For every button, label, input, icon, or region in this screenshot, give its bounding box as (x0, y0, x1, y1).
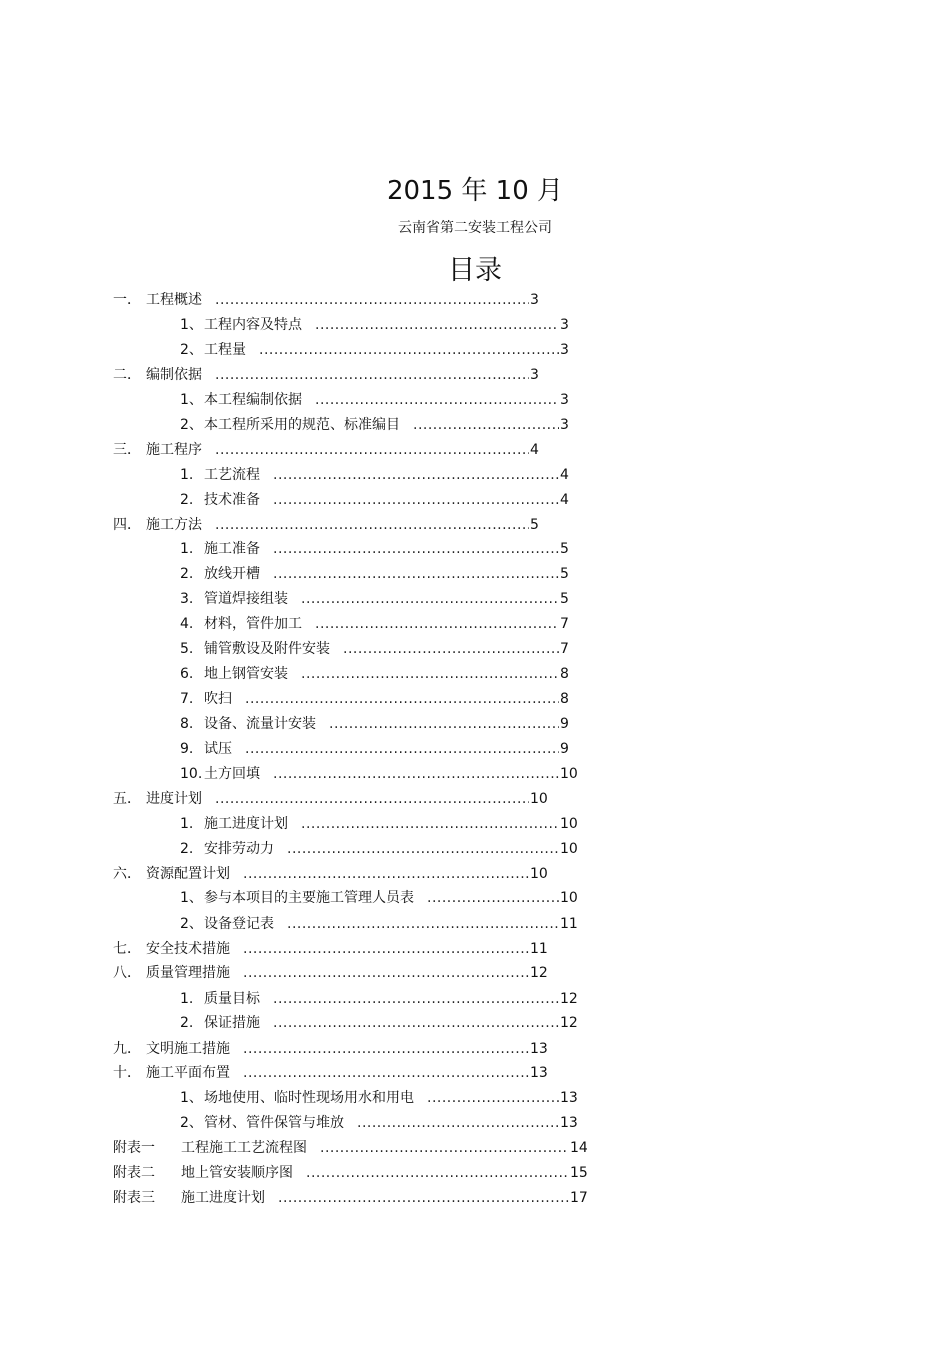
toc-entry[interactable] (0, 788, 950, 810)
toc-entry-label: 施工方法 (146, 517, 202, 533)
toc-entry[interactable] (0, 887, 950, 909)
toc-entry-leader (315, 613, 559, 635)
toc-entry-number: 2、 (180, 1115, 203, 1131)
toc-entry-leader (245, 738, 559, 760)
toc-entry-page: 3 (560, 417, 569, 433)
toc-entry-page: 10 (560, 890, 578, 906)
toc-entry-leader (273, 563, 559, 585)
toc-entry-page: 3 (560, 317, 569, 333)
toc-entry[interactable] (0, 563, 950, 585)
toc-entry-number: 1、 (180, 317, 203, 333)
toc-entry[interactable] (0, 538, 950, 560)
toc-entry-number: 七． (113, 941, 141, 957)
toc-entry-label: 材料，管件加工 (204, 616, 302, 632)
toc-entry-number: 3. (180, 591, 194, 607)
toc-entry-leader (273, 489, 559, 511)
toc-entry-page: 10 (560, 766, 578, 782)
toc-entry[interactable] (0, 838, 950, 860)
toc-entry-leader (301, 813, 559, 835)
toc-entry-label: 土方回填 (204, 766, 260, 782)
toc-entry-page: 12 (530, 965, 548, 981)
toc-entry-label: 设备、流量计安装 (204, 716, 316, 732)
toc-entry-page: 9 (560, 716, 569, 732)
toc-entry-leader (427, 887, 559, 909)
toc-entry-page: 3 (560, 392, 569, 408)
toc-entry-number: 1. (180, 467, 194, 483)
toc-entry-page: 5 (560, 566, 569, 582)
toc-entry-number: 1. (180, 541, 194, 557)
toc-entry-number: 2、 (180, 916, 203, 932)
toc-entry[interactable] (0, 962, 950, 984)
toc-title: 目录 (448, 255, 502, 286)
toc-entry-page: 9 (560, 741, 569, 757)
toc-entry[interactable] (0, 514, 950, 536)
toc-entry-page: 13 (530, 1065, 548, 1081)
toc-entry-number: 1、 (180, 890, 203, 906)
toc-entry-leader (273, 988, 559, 1010)
toc-entry-leader (320, 1137, 569, 1159)
toc-entry-label: 施工程序 (146, 442, 202, 458)
toc-entry-label: 质量目标 (204, 991, 260, 1007)
toc-entry[interactable] (0, 663, 950, 685)
toc-entry-label: 地上钢管安装 (204, 666, 288, 682)
toc-entry-leader (273, 1012, 559, 1034)
toc-entry-number: 9. (180, 741, 194, 757)
toc-entry-leader (306, 1162, 569, 1184)
toc-entry-page: 5 (530, 517, 539, 533)
toc-entry-leader (259, 339, 559, 361)
toc-entry-page: 12 (560, 991, 578, 1007)
toc-entry[interactable] (0, 289, 950, 311)
toc-entry-leader (215, 364, 529, 386)
toc-entry[interactable] (0, 588, 950, 610)
toc-entry-label: 安全技术措施 (146, 941, 230, 957)
toc-entry-label: 工程内容及特点 (204, 317, 302, 333)
toc-entry-number: 4. (180, 616, 194, 632)
toc-entry[interactable] (0, 339, 950, 361)
toc-entry[interactable] (0, 1112, 950, 1134)
toc-entry-page: 8 (560, 691, 569, 707)
toc-entry-page: 8 (560, 666, 569, 682)
toc-entry-number: 5. (180, 641, 194, 657)
toc-entry[interactable] (0, 489, 950, 511)
toc-entry-number: 三． (113, 442, 141, 458)
toc-entry-label: 工程量 (204, 342, 246, 358)
toc-entry-page: 11 (530, 941, 548, 957)
toc-entry[interactable] (0, 364, 950, 386)
toc-entry-number: 1. (180, 991, 194, 1007)
toc-entry-page: 15 (570, 1165, 588, 1181)
toc-entry-label: 保证措施 (204, 1015, 260, 1031)
toc-entry-leader (215, 289, 529, 311)
toc-entry-label: 管道焊接组装 (204, 591, 288, 607)
toc-entry-leader (215, 514, 529, 536)
toc-entry-page: 10 (560, 841, 578, 857)
toc-entry[interactable] (0, 389, 950, 411)
toc-entry[interactable] (0, 1137, 950, 1159)
toc-entry[interactable] (0, 439, 950, 461)
toc-entry-label: 施工准备 (204, 541, 260, 557)
toc-entry-leader (273, 464, 559, 486)
toc-entry-page: 17 (570, 1190, 588, 1206)
toc-entry-number: 6. (180, 666, 194, 682)
toc-entry[interactable] (0, 1062, 950, 1084)
toc-entry-label: 质量管理措施 (146, 965, 230, 981)
toc-entry-page: 7 (560, 616, 569, 632)
toc-entry[interactable] (0, 1012, 950, 1034)
toc-entry[interactable] (0, 763, 950, 785)
toc-entry-label: 工程施工工艺流程图 (181, 1140, 307, 1156)
toc-entry[interactable] (0, 1187, 950, 1209)
toc-entry-number: 四． (113, 517, 141, 533)
toc-entry-leader (243, 938, 529, 960)
toc-entry[interactable] (0, 414, 950, 436)
toc-entry-leader (357, 1112, 559, 1134)
toc-entry-leader (329, 713, 559, 735)
toc-entry-page: 10 (560, 816, 578, 832)
toc-entry-page: 3 (560, 342, 569, 358)
toc-entry-number: 附表一 (113, 1140, 155, 1156)
toc-entry-leader (427, 1087, 559, 1109)
toc-entry[interactable] (0, 314, 950, 336)
toc-entry-leader (315, 314, 559, 336)
toc-entry-leader (278, 1187, 569, 1209)
toc-entry[interactable] (0, 1162, 950, 1184)
toc-entry-number: 六． (113, 866, 141, 882)
toc-entry-page: 10 (530, 866, 548, 882)
toc-entry[interactable] (0, 1087, 950, 1109)
toc-entry-page: 4 (560, 492, 569, 508)
toc-entry-leader (287, 838, 559, 860)
toc-entry[interactable] (0, 638, 950, 660)
toc-entry-label: 试压 (204, 741, 232, 757)
toc-entry-page: 5 (560, 591, 569, 607)
toc-entry[interactable] (0, 713, 950, 735)
toc-entry-label: 吹扫 (204, 691, 232, 707)
toc-entry-page: 11 (560, 916, 578, 932)
toc-entry-leader (301, 663, 559, 685)
toc-entry-label: 本工程所采用的规范、标准编目 (204, 417, 400, 433)
toc-entry[interactable] (0, 738, 950, 760)
toc-entry-page: 4 (560, 467, 569, 483)
toc-entry-label: 编制依据 (146, 367, 202, 383)
toc-entry-leader (343, 638, 559, 660)
toc-entry[interactable] (0, 813, 950, 835)
toc-entry-label: 施工进度计划 (181, 1190, 265, 1206)
toc-entry-leader (301, 588, 559, 610)
toc-entry-number: 附表二 (113, 1165, 155, 1181)
toc-entry-number: 2、 (180, 417, 203, 433)
toc-entry-number: 2. (180, 492, 194, 508)
toc-entry-label: 施工进度计划 (204, 816, 288, 832)
toc-entry-page: 13 (560, 1090, 578, 1106)
toc-entry[interactable] (0, 464, 950, 486)
toc-entry[interactable] (0, 938, 950, 960)
toc-entry-label: 工艺流程 (204, 467, 260, 483)
toc-entry[interactable] (0, 913, 950, 935)
toc-entry[interactable] (0, 988, 950, 1010)
toc-entry-page: 12 (560, 1015, 578, 1031)
toc-entry-page: 7 (560, 641, 569, 657)
toc-entry-number: 1. (180, 816, 194, 832)
toc-entry[interactable] (0, 688, 950, 710)
toc-entry-label: 文明施工措施 (146, 1041, 230, 1057)
toc-entry-number: 10. (180, 766, 203, 782)
toc-entry-number: 八． (113, 965, 141, 981)
toc-entry-page: 3 (530, 292, 539, 308)
toc-entry-page: 10 (530, 791, 548, 807)
toc-entry-number: 1、 (180, 392, 203, 408)
toc-entry-page: 4 (530, 442, 539, 458)
toc-entry-leader (215, 439, 529, 461)
toc-entry[interactable] (0, 1038, 950, 1060)
toc-entry-label: 地上管安装顺序图 (181, 1165, 293, 1181)
toc-entry-number: 五． (113, 791, 141, 807)
company-name: 云南省第二安装工程公司 (398, 220, 552, 236)
toc-entry-number: 附表三 (113, 1190, 155, 1206)
toc-entry-label: 铺管敷设及附件安装 (204, 641, 330, 657)
toc-entry-number: 7. (180, 691, 194, 707)
toc-entry-leader (273, 763, 559, 785)
toc-entry-label: 资源配置计划 (146, 866, 230, 882)
toc-entry-leader (245, 688, 559, 710)
toc-entry-label: 参与本项目的主要施工管理人员表 (204, 890, 414, 906)
toc-entry-leader (315, 389, 559, 411)
toc-entry-page: 14 (570, 1140, 588, 1156)
toc-entry-label: 设备登记表 (204, 916, 274, 932)
toc-entry-leader (273, 538, 559, 560)
document-date: 2015 年 10 月 (386, 176, 564, 206)
toc-entry-number: 一． (113, 292, 141, 308)
toc-entry-number: 2、 (180, 342, 203, 358)
toc-entry-label: 技术准备 (204, 492, 260, 508)
toc-entry-number: 2. (180, 1015, 194, 1031)
toc-entry-page: 5 (560, 541, 569, 557)
toc-entry-label: 进度计划 (146, 791, 202, 807)
toc-entry-number: 九． (113, 1041, 141, 1057)
toc-entry-label: 施工平面布置 (146, 1065, 230, 1081)
toc-entry-leader (287, 913, 559, 935)
toc-entry-page: 13 (530, 1041, 548, 1057)
toc-entry-leader (243, 1062, 529, 1084)
toc-entry-number: 8. (180, 716, 194, 732)
toc-entry-page: 13 (560, 1115, 578, 1131)
toc-entry-page: 3 (530, 367, 539, 383)
toc-entry-leader (243, 1038, 529, 1060)
toc-entry-label: 工程概述 (146, 292, 202, 308)
toc-entry-label: 安排劳动力 (204, 841, 274, 857)
toc-entry-number: 十． (113, 1065, 141, 1081)
toc-entry-leader (243, 962, 529, 984)
toc-entry-label: 本工程编制依据 (204, 392, 302, 408)
toc-entry-label: 管材、管件保管与堆放 (204, 1115, 344, 1131)
toc-entry-leader (215, 788, 529, 810)
toc-entry-label: 场地使用、临时性现场用水和用电 (204, 1090, 414, 1106)
toc-entry-number: 1、 (180, 1090, 203, 1106)
toc-entry[interactable] (0, 613, 950, 635)
toc-entry-leader (413, 414, 559, 436)
toc-entry-leader (243, 863, 529, 885)
toc-entry-label: 放线开槽 (204, 566, 260, 582)
toc-entry-number: 二． (113, 367, 141, 383)
toc-entry[interactable] (0, 863, 950, 885)
toc-entry-number: 2. (180, 566, 194, 582)
toc-entry-number: 2. (180, 841, 194, 857)
